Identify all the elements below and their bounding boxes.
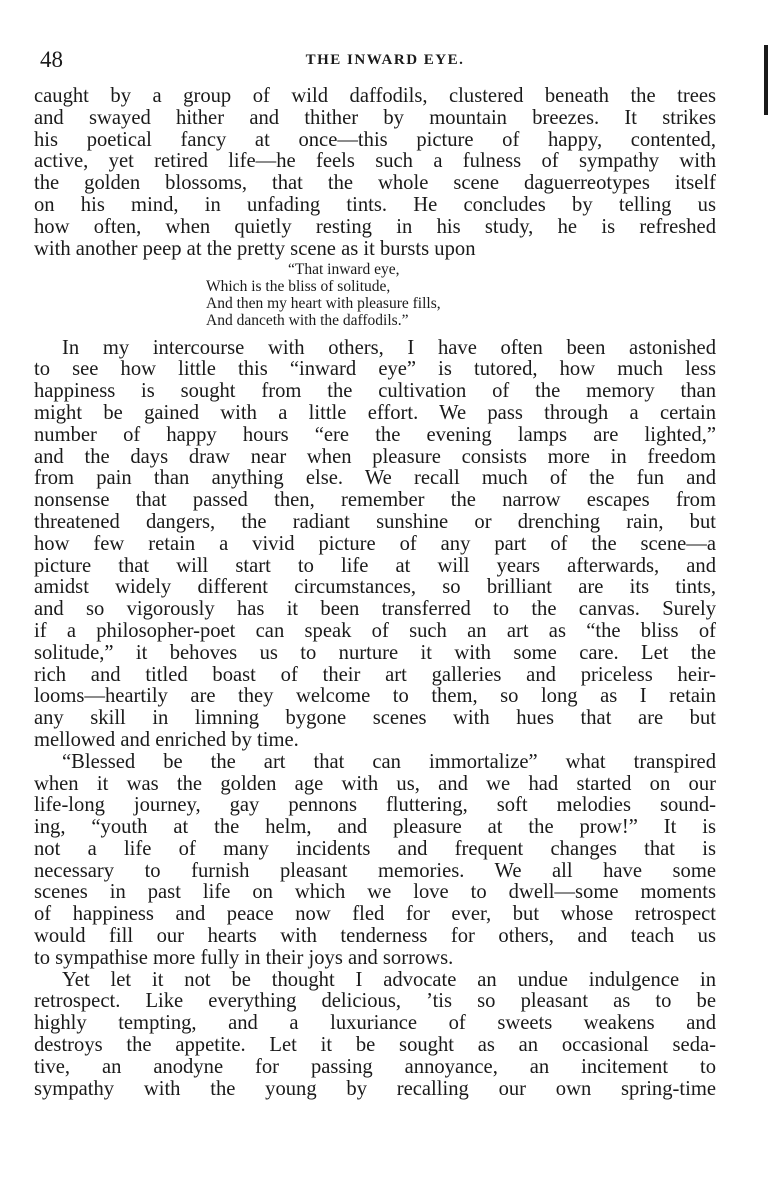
text-line: sympathy with the young by recalling our own spring-time xyxy=(34,1077,716,1100)
text-line: nonsense that passed then, remember the narrow escapes from xyxy=(34,489,716,512)
text-line: highly tempting, and a luxuriance of sweets weakens and xyxy=(34,1012,716,1035)
text-line: picture that will start to life at will years afterwards, and xyxy=(34,554,716,577)
text-line: life-long journey, gay pennons fluttering, soft melodies sound- xyxy=(34,794,716,817)
verse-line: And then my heart with pleasure fills, xyxy=(206,294,441,312)
page-edge-rule xyxy=(764,45,768,115)
text-line: tive, an anodyne for passing annoyance, an incitement to xyxy=(34,1055,716,1078)
text-line: amidst widely different circumstances, so brilliant are its tints, xyxy=(34,576,716,599)
text-line: Yet let it not be thought I advocate an undue indulgence in xyxy=(62,968,716,991)
text-line: mellowed and enriched by time. xyxy=(34,728,299,751)
paragraph-blessed-art xyxy=(34,752,716,970)
poem-quotation xyxy=(206,262,716,329)
verse-line: Which is the bliss of solitude, xyxy=(206,278,391,296)
text-line: looms—heartily are they welcome to them, so long as I retain xyxy=(34,685,716,708)
text-line: destroys the appetite. Let it be sought as an occasional seda- xyxy=(34,1034,716,1057)
text-line: and swayed hither and thither by mountain breezes. It strikes xyxy=(34,106,716,129)
text-line: might be gained with a little effort. We pass through a certain xyxy=(34,401,716,424)
paragraph-retrospect xyxy=(34,970,716,1101)
opening-paragraph xyxy=(34,86,716,260)
text-line: active, yet retired life—he feels such a fulness of sympathy with xyxy=(34,150,716,173)
text-line: would fill our hearts with tenderness for others, and teach us xyxy=(34,925,716,948)
text-line: how often, when quietly resting in his study, he is refreshed xyxy=(34,215,716,238)
text-line: how few retain a vivid picture of any part of the scene—a xyxy=(34,532,716,555)
text-line: from pain than anything else. We recall much of the fun and xyxy=(34,467,716,490)
text-line: and the days draw near when pleasure consists more in freedom xyxy=(34,445,716,468)
verse-line: And danceth with the daffodils.” xyxy=(206,311,409,329)
text-line: of happiness and peace now fled for ever, but whose retrospect xyxy=(34,903,716,926)
text-line: ing, “youth at the helm, and pleasure at the prow!” It is xyxy=(34,816,716,839)
text-line: to see how little this “inward eye” is tutored, how much less xyxy=(34,358,716,381)
text-line: threatened dangers, the radiant sunshine or drenching rain, but xyxy=(34,510,716,533)
text-line: In my intercourse with others, I have often been astonished xyxy=(62,336,716,359)
text-line: scenes in past life on which we love to dwell—some moments xyxy=(34,881,716,904)
text-line: solitude,” it behoves us to nurture it with some care. Let the xyxy=(34,641,716,664)
text-line: with another peep at the pretty scene as it bursts upon xyxy=(34,237,476,260)
verse-line: “That inward eye, xyxy=(288,261,400,279)
text-line: to sympathise more fully in their joys and sorrows. xyxy=(34,946,454,969)
text-line: necessary to furnish pleasant memories. We all have some xyxy=(34,859,716,882)
text-line: his poetical fancy at once—this picture of happy, contented, xyxy=(34,128,716,151)
page-number: 48 xyxy=(40,47,63,72)
text-line: not a life of many incidents and frequent changes that is xyxy=(34,837,716,860)
text-line: and so vigorously has it been transferred to the canvas. Surely xyxy=(34,598,716,621)
text-line: any skill in limning bygone scenes with hues that are but xyxy=(34,707,716,730)
text-line: “Blessed be the art that can immortalize” what transpired xyxy=(62,750,716,773)
text-line: number of happy hours “ere the evening lamps are lighted,” xyxy=(34,423,716,446)
text-line: if a philosopher-poet can speak of such an art as “the bliss of xyxy=(34,619,716,642)
text-line: happiness is sought from the cultivation of the memory than xyxy=(34,380,716,403)
body-text xyxy=(34,86,716,1100)
text-line: the golden blossoms, that the whole scene daguerreotypes itself xyxy=(34,172,716,195)
text-line: when it was the golden age with us, and we had started on our xyxy=(34,772,716,795)
running-title: THE INWARD EYE. xyxy=(305,52,465,68)
paragraph-inward-eye xyxy=(34,338,716,752)
page-header xyxy=(40,45,730,75)
text-line: caught by a group of wild daffodils, clustered beneath the trees xyxy=(34,85,716,107)
text-line: on his mind, in unfading tints. He concludes by telling us xyxy=(34,193,716,216)
text-line: rich and titled boast of their art galleries and priceless heir- xyxy=(34,663,716,686)
text-line: retrospect. Like everything delicious, ’tis so pleasant as to be xyxy=(34,990,716,1013)
